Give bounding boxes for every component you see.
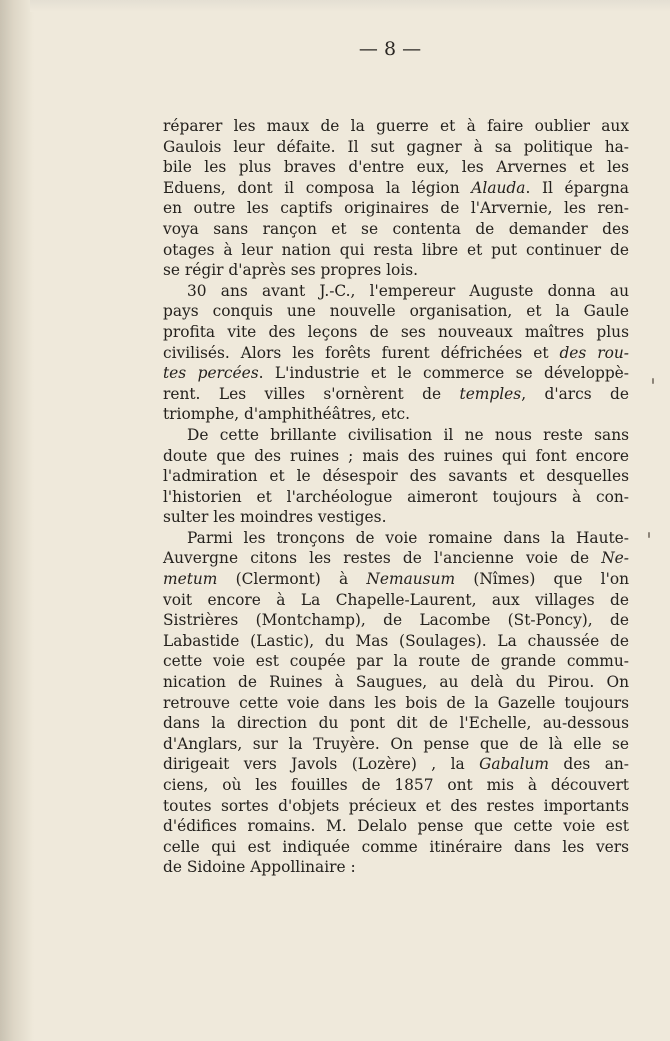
text-line: ciens, où les fouilles de 1857 ont mis à découvert [163,776,629,794]
body-text [163,116,629,878]
text-line: pays conquis une nouvelle organisation, et la Gaule [163,302,629,321]
text-line: Parmi les tronçons de voie romaine dans la Haute- [187,528,629,547]
text-line: De cette brillante civilisation il ne nous reste sans [187,425,629,444]
text-line: d'Anglars, sur la Truyère. On pense que de là elle se [163,734,629,753]
paragraph [163,528,629,878]
text-line: toutes sortes d'objets précieux et des restes importants [163,796,629,815]
paragraph [163,281,629,425]
text-line: l'admiration et le désespoir des savants et desquelles [163,467,629,486]
text-line: retrouve cette voie dans les bois de la Gazelle toujours [163,693,629,712]
text-line: sulter les moindres vestiges. [163,508,387,527]
text-line: en outre les captifs originaires de l'Arvernie, les ren- [163,199,629,218]
text-line: de Sidoine Appollinaire : [163,858,356,877]
text-line: profita vite des leçons de ses nouveaux maîtres plus [163,322,629,341]
text-line: Auvergne citons les restes de l'ancienne voie de Ne- [163,549,629,568]
text-line: civilisés. Alors les forêts furent défrichées et des rou- [163,343,629,362]
paper-speck [652,378,654,384]
text-line: Gaulois leur défaite. Il sut gagner à sa politique ha- [163,137,629,156]
text-line: nication de Ruines à Saugues, au delà du Pirou. On [163,673,629,692]
text-line: otages à leur nation qui resta libre et put continuer de [163,240,629,259]
text-line: 30 ans avant J.-C., l'empereur Auguste donna au [187,281,629,300]
text-line: Eduens, dont il composa la légion Alauda. Il épargna [163,178,629,197]
text-line: triomphe, d'amphithéâtres, etc. [163,405,411,424]
text-line: se régir d'après ses propres lois. [163,261,419,280]
text-line: voit encore à La Chapelle-Laurent, aux villages de [163,590,629,609]
text-line: cette voie est coupée par la route de grande commu- [163,652,629,671]
text-line: metum (Clermont) à Nemausum (Nîmes) que l'on [163,570,629,589]
paragraph [163,116,629,281]
text-line: rent. Les villes s'ornèrent de temples, d'arcs de [163,384,629,403]
text-line: tes percées. L'industrie et le commerce se développè- [163,364,629,383]
page-number: — 8 — [358,38,422,60]
text-line: dans la direction du pont dit de l'Echelle, au-dessous [163,714,629,733]
text-line: d'édifices romains. M. Delalo pense que cette voie est [163,817,629,836]
text-line: voya sans rançon et se contenta de demander des [163,219,629,238]
paragraph [163,425,629,528]
page-top-edge [30,0,670,12]
text-line: réparer les maux de la guerre et à faire oublier aux [163,117,629,135]
text-line: bile les plus braves d'entre eux, les Arvernes et les [163,158,629,177]
text-line: Labastide (Lastic), du Mas (Soulages). La chaussée de [163,631,629,650]
text-line: celle qui est indiquée comme itinéraire dans les vers [163,837,629,856]
text-line: Sistrières (Montchamp), de Lacombe (St-Poncy), de [163,611,629,630]
text-line: l'historien et l'archéologue aimeront toujours à con- [163,487,629,506]
text-line: dirigeait vers Javols (Lozère) , la Gabalum des an- [163,755,629,774]
gutter-shadow [0,0,34,1041]
paper-speck [648,532,650,538]
text-line: doute que des ruines ; mais des ruines qui font encore [163,446,629,465]
